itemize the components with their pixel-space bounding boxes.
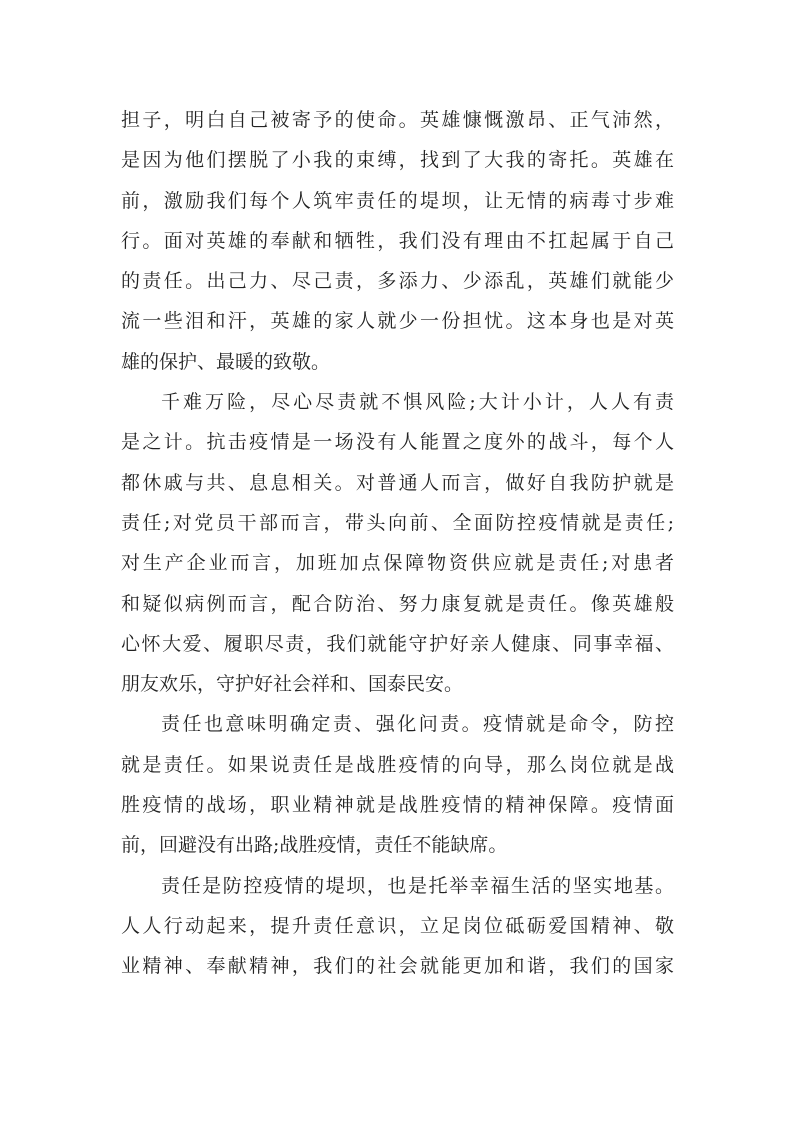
text-line: 担子，明白自己被寄予的使命。英雄慷慨激昂、正气沛然，: [121, 109, 674, 131]
text-line: 责任;对党员干部而言，带头向前、全面防控疫情就是责任;: [121, 511, 674, 534]
text-line: 是因为他们摆脱了小我的束缚，找到了大我的寄托。英雄在: [121, 149, 674, 172]
text-line: 就是责任。如果说责任是战胜疫情的向导，那么岗位就是战: [121, 753, 674, 776]
text-line: 千难万险，尽心尽责就不惧风险;大计小计，人人有责: [161, 391, 674, 414]
text-line: 对生产企业而言，加班加点保障物资供应就是责任;对患者: [121, 552, 674, 575]
text-line: 的责任。出己力、尽己责，多添力、少添乱，英雄们就能少: [121, 270, 674, 293]
text-line: 心怀大爱、履职尽责，我们就能守护好亲人健康、同事幸福、: [121, 632, 674, 655]
text-line: 行。面对英雄的奉献和牺牲，我们没有理由不扛起属于自己: [121, 229, 674, 252]
text-line: 业精神、奉献精神，我们的社会就能更加和谐，我们的国家: [121, 955, 674, 978]
text-line: 胜疫情的战场，职业精神就是战胜疫情的精神保障。疫情面: [121, 794, 674, 817]
text-line: 人人行动起来，提升责任意识，立足岗位砥砺爱国精神、敬: [121, 914, 674, 937]
text-line: 和疑似病例而言，配合防治、努力康复就是责任。像英雄般: [121, 592, 674, 615]
text-line: 都休戚与共、息息相关。对普通人而言，做好自我防护就是: [121, 471, 674, 494]
text-line: 流一些泪和汗，英雄的家人就少一份担忧。这本身也是对英: [121, 310, 674, 333]
text-line: 责任也意味明确定责、强化问责。疫情就是命令，防控: [161, 713, 674, 736]
text-line: 前，激励我们每个人筑牢责任的堤坝，让无情的病毒寸步难: [121, 189, 674, 212]
text-line: 责任是防控疫情的堤坝，也是托举幸福生活的坚实地基。: [161, 874, 674, 897]
text-line: 前，回避没有出路;战胜疫情，责任不能缺席。: [121, 834, 508, 857]
text-line: 雄的保护、最暖的致敬。: [121, 350, 331, 373]
body-text: [121, 100, 674, 987]
text-line: 是之计。抗击疫情是一场没有人能置之度外的战斗，每个人: [121, 431, 674, 454]
text-line: 朋友欢乐，守护好社会祥和、国泰民安。: [121, 673, 464, 696]
